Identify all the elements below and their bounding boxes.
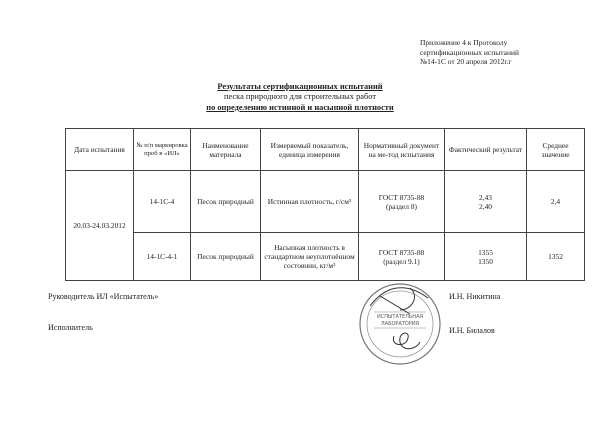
table-row [66, 171, 585, 233]
actual-result [445, 171, 527, 233]
header-marking: № п/п маркировка проб в «ИЛ» [134, 129, 191, 171]
normative-doc [359, 233, 445, 281]
title-line-1: Результаты сертификационных испытаний [217, 82, 383, 91]
stamp-text: ЛАБОРАТОРИЯ [380, 321, 420, 327]
sample-marking: 14-1С-4 [134, 171, 191, 233]
indicator: Истинная плотность, г/см³ [261, 171, 359, 233]
normative-line: ГОСТ 8735-88 [378, 192, 425, 202]
header-average: Среднее значение [527, 129, 585, 171]
test-date: 20.03-24.03.2012 [66, 171, 134, 281]
table-header-row [66, 129, 585, 171]
stamp-text: ИСПЫТАТЕЛЬНАЯ [377, 314, 423, 320]
appendix-note [420, 38, 590, 67]
actual-value: 2,43 [479, 192, 492, 202]
normative-line: ГОСТ 8735-88 [378, 247, 425, 257]
actual-value: 2,40 [479, 201, 492, 211]
sample-marking: 14-1С-4-1 [134, 233, 191, 281]
signature-scribble [393, 333, 420, 349]
performer-name: И.Н. Билалов [449, 326, 495, 335]
document-title [0, 82, 600, 113]
actual-value: 1350 [478, 256, 493, 266]
results-table [65, 128, 585, 281]
actual-value: 1355 [478, 247, 493, 257]
title-line-3: по определению истинной и насыпной плотности [206, 102, 394, 112]
normative-line: (раздел 9.1) [383, 256, 420, 266]
appendix-line: Приложение 4 к Протоколу [420, 38, 508, 47]
performer-label: Исполнитель [48, 323, 93, 332]
appendix-line: сертификационных испытаний [420, 47, 520, 57]
signature-scribble [370, 288, 428, 314]
normative-line: (раздел 8) [386, 201, 417, 211]
material-name: Песок природный [191, 233, 261, 281]
indicator: Насыпная плотность в стандартном неуплотнённом состоянии, кг/м³ [261, 233, 359, 281]
header-normative: Нормативный документ на ме-тод испытания [359, 129, 445, 171]
header-actual: Фактический результат [445, 129, 527, 171]
material-name: Песок природный [191, 171, 261, 233]
normative-doc [359, 171, 445, 233]
lab-stamp [350, 276, 450, 368]
header-date: Дата испытания [66, 129, 134, 171]
table-row [66, 233, 585, 281]
average-value: 1352 [527, 233, 585, 281]
header-material: Наименование материала [191, 129, 261, 171]
average-value: 2,4 [527, 171, 585, 233]
head-name: И.Н. Никитина [449, 292, 501, 301]
header-indicator: Измеряемый показатель, единица измерения [261, 129, 359, 171]
head-label: Руководитель ИЛ «Испытатель» [48, 292, 159, 301]
title-line-2: песка природного для строительных работ [224, 92, 376, 102]
appendix-line: №14-1С от 20 апреля 2012г.г [420, 57, 512, 67]
actual-result [445, 233, 527, 281]
